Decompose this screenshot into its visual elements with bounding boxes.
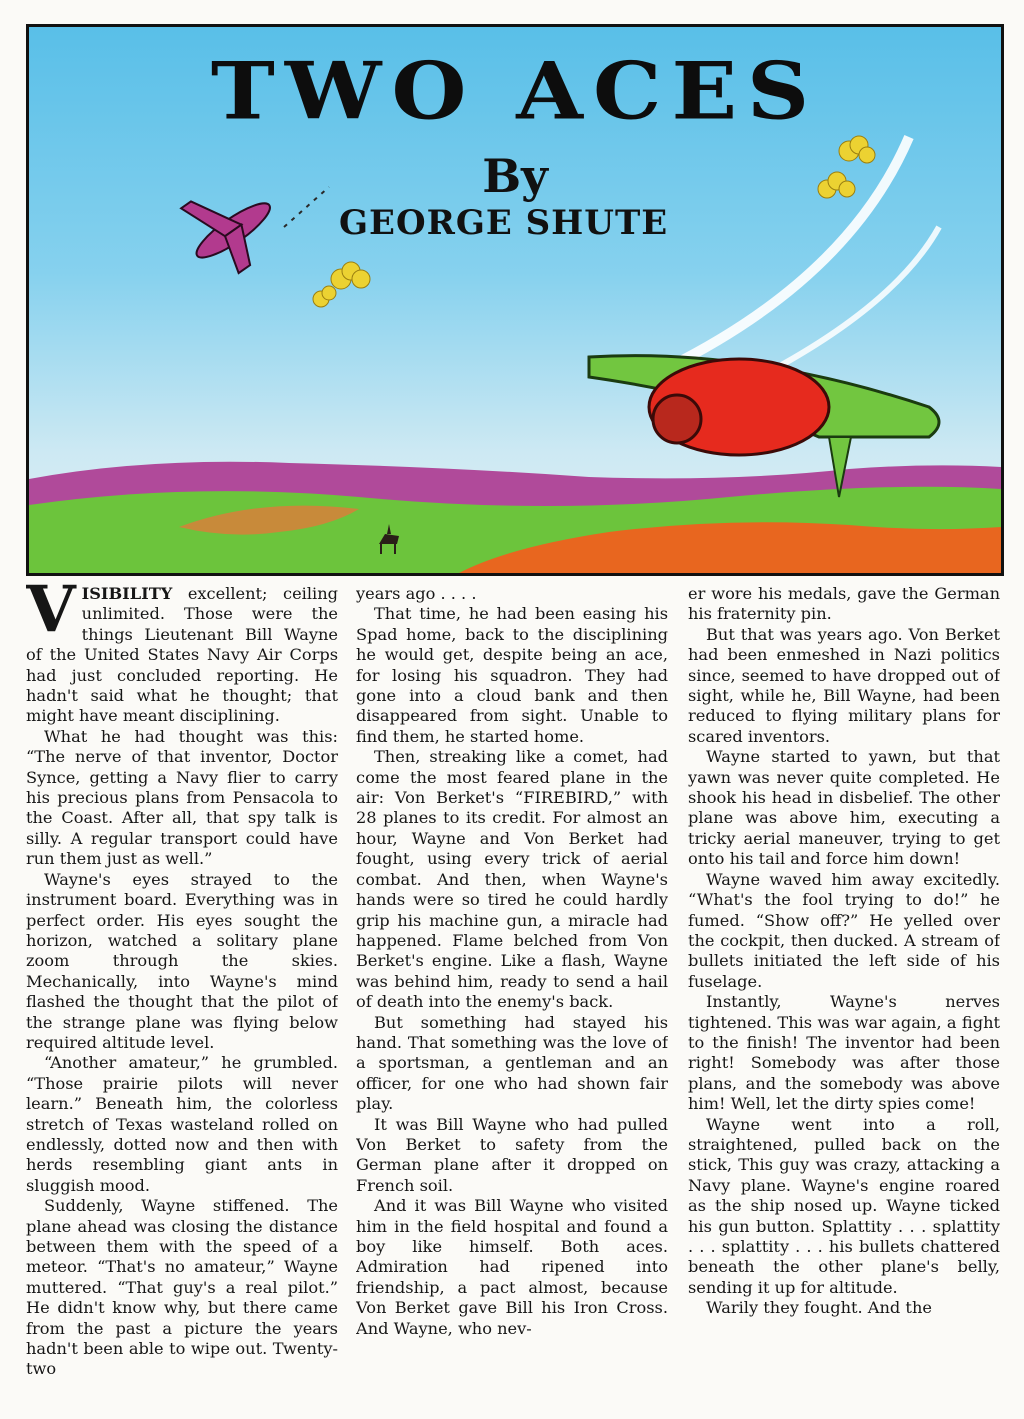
paragraph: What he had thought was this: “The nerve of that inventor, Doctor Synce, getting a Navy flier to carry his precious plans from Pensacola to the Coast. After all, that spy talk is silly. A regular transport could have run them just as well.” bbox=[26, 726, 338, 869]
paragraph: Warily they fought. And the bbox=[706, 1298, 932, 1318]
byline: By bbox=[482, 149, 548, 203]
paragraph: But something had stayed his hand. That something was the love of a sportsman, a gentleman and an officer, for one who had shown fair play. bbox=[356, 1012, 668, 1114]
paragraph: er wore his medals, gave the German his fraternity pin. bbox=[688, 584, 1000, 624]
paragraph: VISIBILITY excellent; ceiling unlimited. Those were the things Lieutenant Bill Wayne of the United States Navy Air Corps had just concluded reporting. He hadn't said what he thought; that might have meant disciplining. bbox=[26, 584, 338, 726]
lead-word: ISIBILITY bbox=[81, 584, 173, 603]
paragraph: Wayne started to yawn, but that yawn was never quite completed. He shook his head in disbelief. The other plane was above him, executing a tricky aerial maneuver, trying to get onto his tail and force him down! bbox=[688, 747, 1000, 869]
paragraph: It was Bill Wayne who had pulled Von Berket to safety from the German plane after it dropped on French soil. bbox=[356, 1114, 668, 1195]
paragraph: That time, he had been easing his Spad home, back to the disciplining he would get, despite being an ace, for losing his squadron. They had gone into a cloud bank and then disappeared from sight. Unable to find them, he started home. bbox=[356, 604, 668, 746]
title-illustration-panel bbox=[26, 24, 1004, 576]
drop-cap: V bbox=[26, 584, 76, 647]
paragraph: And it was Bill Wayne who visited him in the field hospital and found a boy like himself. Both aces. Admiration had ripened into friendship, a pact almost, because Von Berket gave Bill his Iron Cross. And Wayne, who nev- bbox=[356, 1196, 668, 1338]
paragraph: But that was years ago. Von Berket had been enmeshed in Nazi politics since, seemed to have dropped out of sight, while he, Bill Wayne, had been reduced to flying military plans for scared inventors. bbox=[688, 624, 1000, 746]
story-text bbox=[26, 584, 1004, 1414]
text-column-3 bbox=[688, 584, 1000, 1414]
story-title: TWO ACES bbox=[210, 45, 820, 138]
text-column-2 bbox=[356, 584, 668, 1414]
paragraph: years ago . . . . bbox=[356, 584, 477, 603]
paragraph: Instantly, Wayne's nerves tightened. This was war again, a fight to the finish! The inventor had been right! Somebody was after those plans, and the somebody was above him! Well, let the dirty spies come! bbox=[688, 992, 1000, 1114]
paragraph: Wayne went into a roll, straightened, pulled back on the stick, This guy was crazy, attacking a Navy plane. Wayne's engine roared as the ship nosed up. Wayne ticked his gun button. Splattity . . . splattity . . . splattity . . . his bullets chattered beneath the other plane's belly, sending it up for altitude. bbox=[688, 1114, 1000, 1297]
paragraph: Suddenly, Wayne stiffened. The plane ahead was closing the distance between them with the speed of a meteor. “That's no amateur,” Wayne muttered. “That guy's a real pilot.” He didn't know why, but there came from the past a picture the years hadn't been able to wipe out. Twenty-two bbox=[26, 1196, 338, 1379]
paragraph: Then, streaking like a comet, had come the most feared plane in the air: Von Berket's “FIREBIRD,” with 28 planes to its credit. For almost an hour, Wayne and Von Berket had fought, using every trick of aerial combat. And then, when Wayne's hands were so tired he could hardly grip his machine gun, a miracle had happened. Flame belched from Von Berket's engine. Like a flash, Wayne was behind him, ready to send a hail of death into the enemy's back. bbox=[356, 747, 668, 1012]
author-name: GEORGE SHUTE bbox=[339, 203, 669, 243]
paragraph: Wayne waved him away excitedly. “What's the fool trying to do!” he fumed. “Show off?” He yelled over the cockpit, then ducked. A stream of bullets initiated the left side of his fuselage. bbox=[688, 869, 1000, 991]
paragraph: “Another amateur,” he grumbled. “Those prairie pilots will never learn.” Beneath him, the colorless stretch of Texas wasteland rolled on endlessly, dotted now and then with herds resembling giant ants in sluggish mood. bbox=[26, 1053, 338, 1195]
paragraph: Wayne's eyes strayed to the instrument board. Everything was in perfect order. His eyes sought the horizon, watched a solitary plane zoom through the skies. Mechanically, into Wayne's mind flashed the thought that the pilot of the strange plane was flying below required altitude level. bbox=[26, 869, 338, 1052]
text-column-1 bbox=[26, 584, 338, 1414]
